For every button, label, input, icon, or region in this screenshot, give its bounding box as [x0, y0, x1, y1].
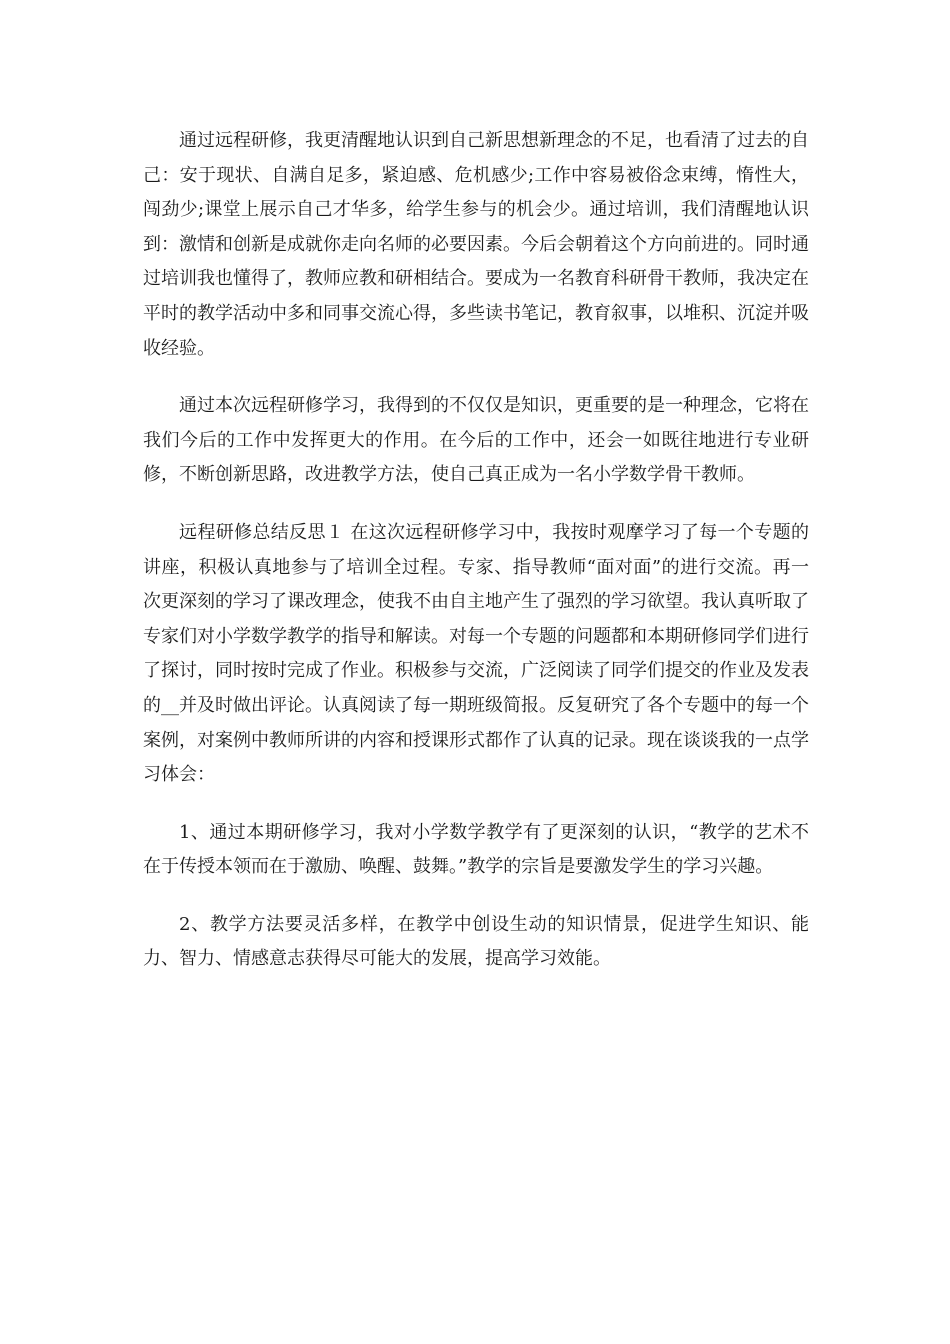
- paragraph-learning-outcome: 通过本次远程研修学习，我得到的不仅仅是知识，更重要的是一种理念，它将在我们今后的工作中发挥更大的作用。在今后的工作中，还会一如既往地进行专业研修，不断创新思路，改进教学方法，使自己真正成为一名小学数学骨干教师。: [143, 395, 809, 486]
- paragraph-reflection-shortcomings: 通过远程研修，我更清醒地认识到自己新思想新理念的不足，也看清了过去的自己：安于现状、自满自足多，紧迫感、危机感少;工作中容易被俗念束缚，惰性大，闯劲少;课堂上展示自己才华多，给学生参与的机会少。通过培训，我们清醒地认识到：激情和创新是成就你走向名师的必要因素。今后会朝着这个方向前进的。同时通过培训我也懂得了，教师应教和研相结合。要成为一名教育科研骨干教师，我决定在平时的教学活动中多和同事交流心得，多些读书笔记，教育叙事，以堆积、沉淀并吸收经验。: [143, 130, 809, 359]
- paragraph-summary-reflection-1: 远程研修总结反思１ 在这次远程研修学习中，我按时观摩学习了每一个专题的讲座，积极认真地参与了培训全过程。专家、指导教师“面对面”的进行交流。再一次更深刻的学习了课改理念，使我不由自主地产生了强烈的学习欲望。我认真听取了专家们对小学数学教学的指导和解读。对每一个专题的问题都和本期研修同学们进行了探讨，同时按时完成了作业。积极参与交流，广泛阅读了同学们提交的作业及发表的__并及时做出评论。认真阅读了每一期班级简报。反复研究了各个专题中的每一个案例，对案例中教师所讲的内容和授课形式都作了认真的记录。现在谈谈我的一点学习体会：: [143, 521, 809, 786]
- paragraph-point-1: 1、通过本期研修学习，我对小学数学教学有了更深刻的认识，“教学的艺术不在于传授本领而在于激励、唤醒、鼓舞。”教学的宗旨是要激发学生的学习兴趣。: [143, 821, 809, 878]
- document-body: [143, 124, 809, 1000]
- paragraph-point-2: 2、教学方法要灵活多样，在教学中创设生动的知识情景，促进学生知识、能力、智力、情感意志获得尽可能大的发展，提高学习效能。: [143, 913, 809, 970]
